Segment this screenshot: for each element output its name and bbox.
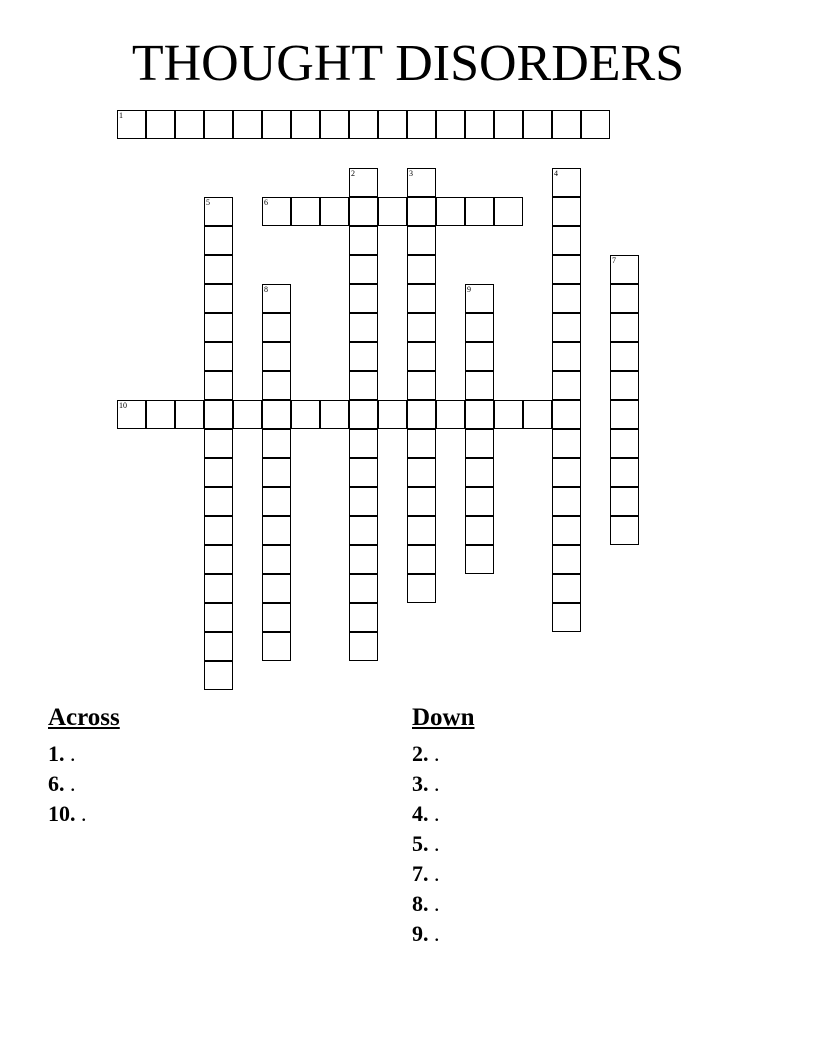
clue-number: 8. bbox=[412, 891, 429, 916]
grid-cell[interactable] bbox=[349, 545, 378, 574]
clue-text: . bbox=[428, 771, 440, 796]
grid-cell[interactable] bbox=[175, 400, 204, 429]
grid-cell[interactable] bbox=[349, 516, 378, 545]
cell-number: 3 bbox=[409, 169, 413, 178]
grid-cell[interactable] bbox=[523, 400, 552, 429]
grid-cell[interactable] bbox=[407, 371, 436, 400]
clue-text: . bbox=[75, 801, 87, 826]
grid-cell[interactable] bbox=[262, 487, 291, 516]
clue-down-9 bbox=[412, 919, 475, 949]
grid-cell[interactable] bbox=[262, 574, 291, 603]
grid-cell[interactable] bbox=[407, 487, 436, 516]
grid-cell[interactable] bbox=[262, 400, 291, 429]
clue-down-8 bbox=[412, 889, 475, 919]
grid-cell[interactable] bbox=[581, 110, 610, 139]
grid-cell[interactable] bbox=[233, 400, 262, 429]
grid-cell[interactable] bbox=[320, 197, 349, 226]
grid-cell[interactable] bbox=[204, 371, 233, 400]
grid-cell[interactable] bbox=[552, 458, 581, 487]
clue-down-5 bbox=[412, 829, 475, 859]
grid-cell[interactable] bbox=[204, 313, 233, 342]
grid-cell[interactable] bbox=[320, 400, 349, 429]
grid-cell[interactable] bbox=[407, 284, 436, 313]
grid-cell[interactable] bbox=[349, 429, 378, 458]
grid-cell[interactable] bbox=[204, 458, 233, 487]
grid-cell[interactable] bbox=[407, 574, 436, 603]
grid-cell[interactable] bbox=[552, 226, 581, 255]
grid-cell[interactable] bbox=[204, 516, 233, 545]
grid-cell[interactable] bbox=[175, 110, 204, 139]
grid-cell[interactable] bbox=[523, 110, 552, 139]
grid-cell[interactable] bbox=[610, 342, 639, 371]
cell-number: 1 bbox=[119, 111, 123, 120]
clue-across-6 bbox=[48, 769, 120, 799]
grid-cell[interactable] bbox=[349, 574, 378, 603]
grid-cell[interactable] bbox=[407, 516, 436, 545]
grid-cell[interactable] bbox=[378, 400, 407, 429]
grid-cell[interactable] bbox=[291, 197, 320, 226]
cell-number: 2 bbox=[351, 169, 355, 178]
grid-cell[interactable] bbox=[407, 110, 436, 139]
clue-number: 7. bbox=[412, 861, 429, 886]
grid-cell[interactable] bbox=[349, 371, 378, 400]
grid-cell[interactable] bbox=[465, 197, 494, 226]
grid-cell[interactable] bbox=[204, 110, 233, 139]
grid-cell[interactable] bbox=[349, 226, 378, 255]
clue-number: 1. bbox=[48, 741, 65, 766]
grid-cell[interactable] bbox=[552, 168, 581, 197]
grid-cell[interactable] bbox=[349, 400, 378, 429]
grid-cell[interactable] bbox=[291, 110, 320, 139]
grid-cell[interactable] bbox=[610, 458, 639, 487]
grid-cell[interactable] bbox=[204, 255, 233, 284]
grid-cell[interactable] bbox=[378, 110, 407, 139]
grid-cell[interactable] bbox=[349, 487, 378, 516]
grid-cell[interactable] bbox=[407, 255, 436, 284]
grid-cell[interactable] bbox=[552, 284, 581, 313]
grid-cell[interactable] bbox=[262, 429, 291, 458]
grid-cell[interactable] bbox=[552, 574, 581, 603]
grid-cell[interactable] bbox=[349, 632, 378, 661]
grid-cell[interactable] bbox=[465, 400, 494, 429]
grid-cell[interactable] bbox=[204, 487, 233, 516]
clue-down-2 bbox=[412, 739, 475, 769]
grid-cell[interactable] bbox=[262, 603, 291, 632]
grid-cell[interactable] bbox=[465, 284, 494, 313]
clue-text: . bbox=[428, 831, 440, 856]
grid-cell[interactable] bbox=[262, 458, 291, 487]
grid-cell[interactable] bbox=[465, 342, 494, 371]
grid-cell[interactable] bbox=[349, 110, 378, 139]
grid-cell[interactable] bbox=[262, 284, 291, 313]
grid-cell[interactable] bbox=[610, 400, 639, 429]
grid-cell[interactable] bbox=[204, 632, 233, 661]
grid-cell[interactable] bbox=[552, 313, 581, 342]
grid-cell[interactable] bbox=[349, 197, 378, 226]
clue-text: . bbox=[64, 741, 76, 766]
clue-number: 6. bbox=[48, 771, 65, 796]
grid-cell[interactable] bbox=[465, 545, 494, 574]
grid-cell[interactable] bbox=[262, 342, 291, 371]
grid-cell[interactable] bbox=[407, 545, 436, 574]
cell-number: 4 bbox=[554, 169, 558, 178]
grid-cell[interactable] bbox=[407, 342, 436, 371]
grid-cell[interactable] bbox=[552, 516, 581, 545]
grid-cell[interactable] bbox=[436, 197, 465, 226]
grid-cell[interactable] bbox=[465, 110, 494, 139]
cell-number: 6 bbox=[264, 198, 268, 207]
cell-number: 5 bbox=[206, 198, 210, 207]
grid-cell[interactable] bbox=[465, 313, 494, 342]
grid-cell[interactable] bbox=[204, 342, 233, 371]
grid-cell[interactable] bbox=[204, 603, 233, 632]
clue-number: 5. bbox=[412, 831, 429, 856]
cell-number: 8 bbox=[264, 285, 268, 294]
grid-cell[interactable] bbox=[204, 429, 233, 458]
down-heading: Down bbox=[412, 704, 475, 731]
grid-cell[interactable] bbox=[233, 110, 262, 139]
grid-cell[interactable] bbox=[204, 284, 233, 313]
grid-cell[interactable] bbox=[552, 110, 581, 139]
grid-cell[interactable] bbox=[204, 545, 233, 574]
grid-cell[interactable] bbox=[436, 400, 465, 429]
grid-cell[interactable] bbox=[552, 342, 581, 371]
grid-cell[interactable] bbox=[465, 516, 494, 545]
grid-cell[interactable] bbox=[407, 197, 436, 226]
grid-cell[interactable] bbox=[610, 429, 639, 458]
grid-cell[interactable] bbox=[465, 458, 494, 487]
grid-cell[interactable] bbox=[494, 197, 523, 226]
grid-cell[interactable] bbox=[204, 574, 233, 603]
grid-cell[interactable] bbox=[465, 371, 494, 400]
clue-number: 10. bbox=[48, 801, 76, 826]
grid-cell[interactable] bbox=[291, 400, 320, 429]
grid-cell[interactable] bbox=[494, 400, 523, 429]
grid-cell[interactable] bbox=[117, 400, 146, 429]
grid-cell[interactable] bbox=[204, 226, 233, 255]
clue-number: 2. bbox=[412, 741, 429, 766]
cell-number: 9 bbox=[467, 285, 471, 294]
grid-cell[interactable] bbox=[407, 313, 436, 342]
grid-cell[interactable] bbox=[262, 371, 291, 400]
across-heading: Across bbox=[48, 704, 120, 731]
clue-across-1 bbox=[48, 739, 120, 769]
clue-down-3 bbox=[412, 769, 475, 799]
cell-number: 10 bbox=[119, 401, 127, 410]
grid-cell[interactable] bbox=[552, 487, 581, 516]
clue-text: . bbox=[428, 921, 440, 946]
grid-cell[interactable] bbox=[117, 110, 146, 139]
grid-cell[interactable] bbox=[407, 168, 436, 197]
grid-cell[interactable] bbox=[320, 110, 349, 139]
grid-cell[interactable] bbox=[349, 603, 378, 632]
grid-cell[interactable] bbox=[610, 255, 639, 284]
grid-cell[interactable] bbox=[552, 197, 581, 226]
grid-cell[interactable] bbox=[552, 429, 581, 458]
clue-number: 9. bbox=[412, 921, 429, 946]
grid-cell[interactable] bbox=[552, 603, 581, 632]
clue-text: . bbox=[428, 741, 440, 766]
grid-cell[interactable] bbox=[349, 255, 378, 284]
across-clues bbox=[48, 703, 120, 829]
grid-cell[interactable] bbox=[262, 313, 291, 342]
grid-cell[interactable] bbox=[146, 110, 175, 139]
grid-cell[interactable] bbox=[407, 458, 436, 487]
clue-text: . bbox=[428, 801, 440, 826]
clue-down-7 bbox=[412, 859, 475, 889]
clue-text: . bbox=[64, 771, 76, 796]
grid-cell[interactable] bbox=[552, 371, 581, 400]
grid-cell[interactable] bbox=[610, 487, 639, 516]
grid-cell[interactable] bbox=[407, 429, 436, 458]
down-clues bbox=[412, 703, 475, 949]
grid-cell[interactable] bbox=[349, 313, 378, 342]
clue-down-4 bbox=[412, 799, 475, 829]
grid-cell[interactable] bbox=[552, 545, 581, 574]
grid-cell[interactable] bbox=[262, 516, 291, 545]
clue-text: . bbox=[428, 891, 440, 916]
page-title: THOUGHT DISORDERS bbox=[131, 35, 685, 92]
grid-cell[interactable] bbox=[349, 458, 378, 487]
grid-cell[interactable] bbox=[610, 313, 639, 342]
grid-cell[interactable] bbox=[552, 255, 581, 284]
grid-cell[interactable] bbox=[465, 429, 494, 458]
grid-cell[interactable] bbox=[465, 487, 494, 516]
grid-cell[interactable] bbox=[610, 371, 639, 400]
grid-cell[interactable] bbox=[204, 661, 233, 690]
clue-text: . bbox=[428, 861, 440, 886]
grid-cell[interactable] bbox=[349, 168, 378, 197]
grid-cell[interactable] bbox=[610, 516, 639, 545]
grid-cell[interactable] bbox=[436, 110, 465, 139]
grid-cell[interactable] bbox=[262, 110, 291, 139]
grid-cell[interactable] bbox=[349, 284, 378, 313]
grid-cell[interactable] bbox=[146, 400, 175, 429]
grid-cell[interactable] bbox=[262, 632, 291, 661]
grid-cell[interactable] bbox=[552, 400, 581, 429]
grid-cell[interactable] bbox=[494, 110, 523, 139]
cell-number: 7 bbox=[612, 256, 616, 265]
grid-cell[interactable] bbox=[407, 400, 436, 429]
clue-across-10 bbox=[48, 799, 120, 829]
grid-cell[interactable] bbox=[610, 284, 639, 313]
grid-cell[interactable] bbox=[204, 197, 233, 226]
clue-number: 4. bbox=[412, 801, 429, 826]
grid-cell[interactable] bbox=[407, 226, 436, 255]
grid-cell[interactable] bbox=[262, 545, 291, 574]
grid-cell[interactable] bbox=[204, 400, 233, 429]
grid-cell[interactable] bbox=[262, 197, 291, 226]
grid-cell[interactable] bbox=[349, 342, 378, 371]
grid-cell[interactable] bbox=[378, 197, 407, 226]
clue-number: 3. bbox=[412, 771, 429, 796]
